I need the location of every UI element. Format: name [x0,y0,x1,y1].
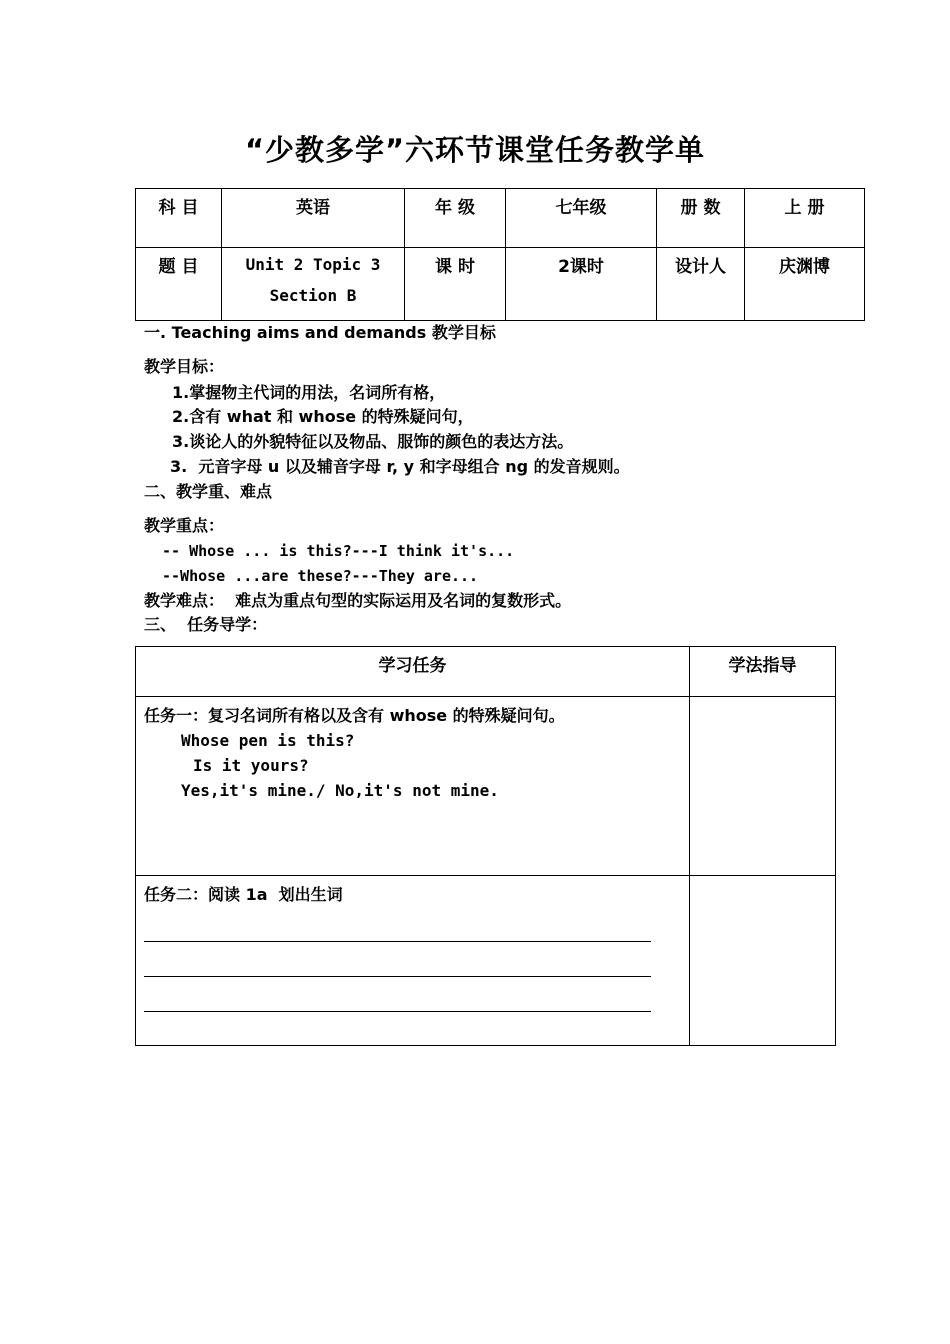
grade-label: 年 级 [405,189,506,248]
section1-sub: 教学目标： [144,357,225,376]
blank-line-3[interactable] [144,977,651,1012]
volume-label: 册 数 [657,189,745,248]
method-col-header: 学法指导 [690,647,836,697]
designer-value: 庆渊博 [745,248,865,321]
aim-item-2: 2.含有 what 和 whose 的特殊疑问句， [172,407,474,426]
aim-item-1: 1.掌握物主代词的用法，名词所有格， [172,383,446,402]
grade-value: 七年级 [506,189,657,248]
volume-value: 上 册 [745,189,865,248]
section3-heading: 三、 任务导学： [144,615,268,634]
key-line-2: --Whose ...are these?---They are... [162,567,479,585]
difficulty-line: 教学难点： 难点为重点句型的实际运用及名词的复数形式。 [144,591,572,610]
key-label: 教学重点： [144,516,225,535]
task2-method-cell [690,876,836,1046]
task1-line-1: Whose pen is this? [181,731,355,750]
task1-cell [136,697,690,876]
aim-item-4: 3. 元音字母 u 以及辅音字母 r, y 和字母组合 ng 的发音规则。 [170,457,630,476]
task-table [135,646,836,1046]
task1-method-cell [690,697,836,876]
task1-line-3: Yes,it's mine./ No,it's not mine. [181,781,499,800]
blank-line-1[interactable] [144,907,651,942]
subject-label: 科 目 [136,189,222,248]
task1-line-2: Is it yours? [193,756,309,775]
topic-line-1: Unit 2 Topic 3 [245,255,381,274]
task2-cell [136,876,690,1046]
task2-title: 任务二：阅读 1a 划出生词 [144,885,343,904]
blank-line-2[interactable] [144,942,651,977]
task-col-header: 学习任务 [136,647,690,697]
section1-heading: 一. Teaching aims and demands 教学目标 [144,323,496,342]
period-label: 课 时 [405,248,506,321]
key-line-1: -- Whose ... is this?---I think it's... [162,542,515,560]
section2-heading: 二、教学重、难点 [144,482,273,501]
topic-label: 题 目 [136,248,222,321]
info-table [135,188,865,321]
topic-line-2: Section B [269,286,357,305]
designer-label: 设计人 [657,248,745,321]
period-value: 2课时 [506,248,657,321]
aim-item-3: 3.谈论人的外貌特征以及物品、服饰的颜色的表达方法。 [172,432,574,451]
subject-value: 英语 [222,189,405,248]
task1-title: 任务一：复习名词所有格以及含有 whose 的特殊疑问句。 [144,706,565,725]
page-title: “少教多学”六环节课堂任务教学单 [244,133,706,167]
topic-value [222,248,405,321]
